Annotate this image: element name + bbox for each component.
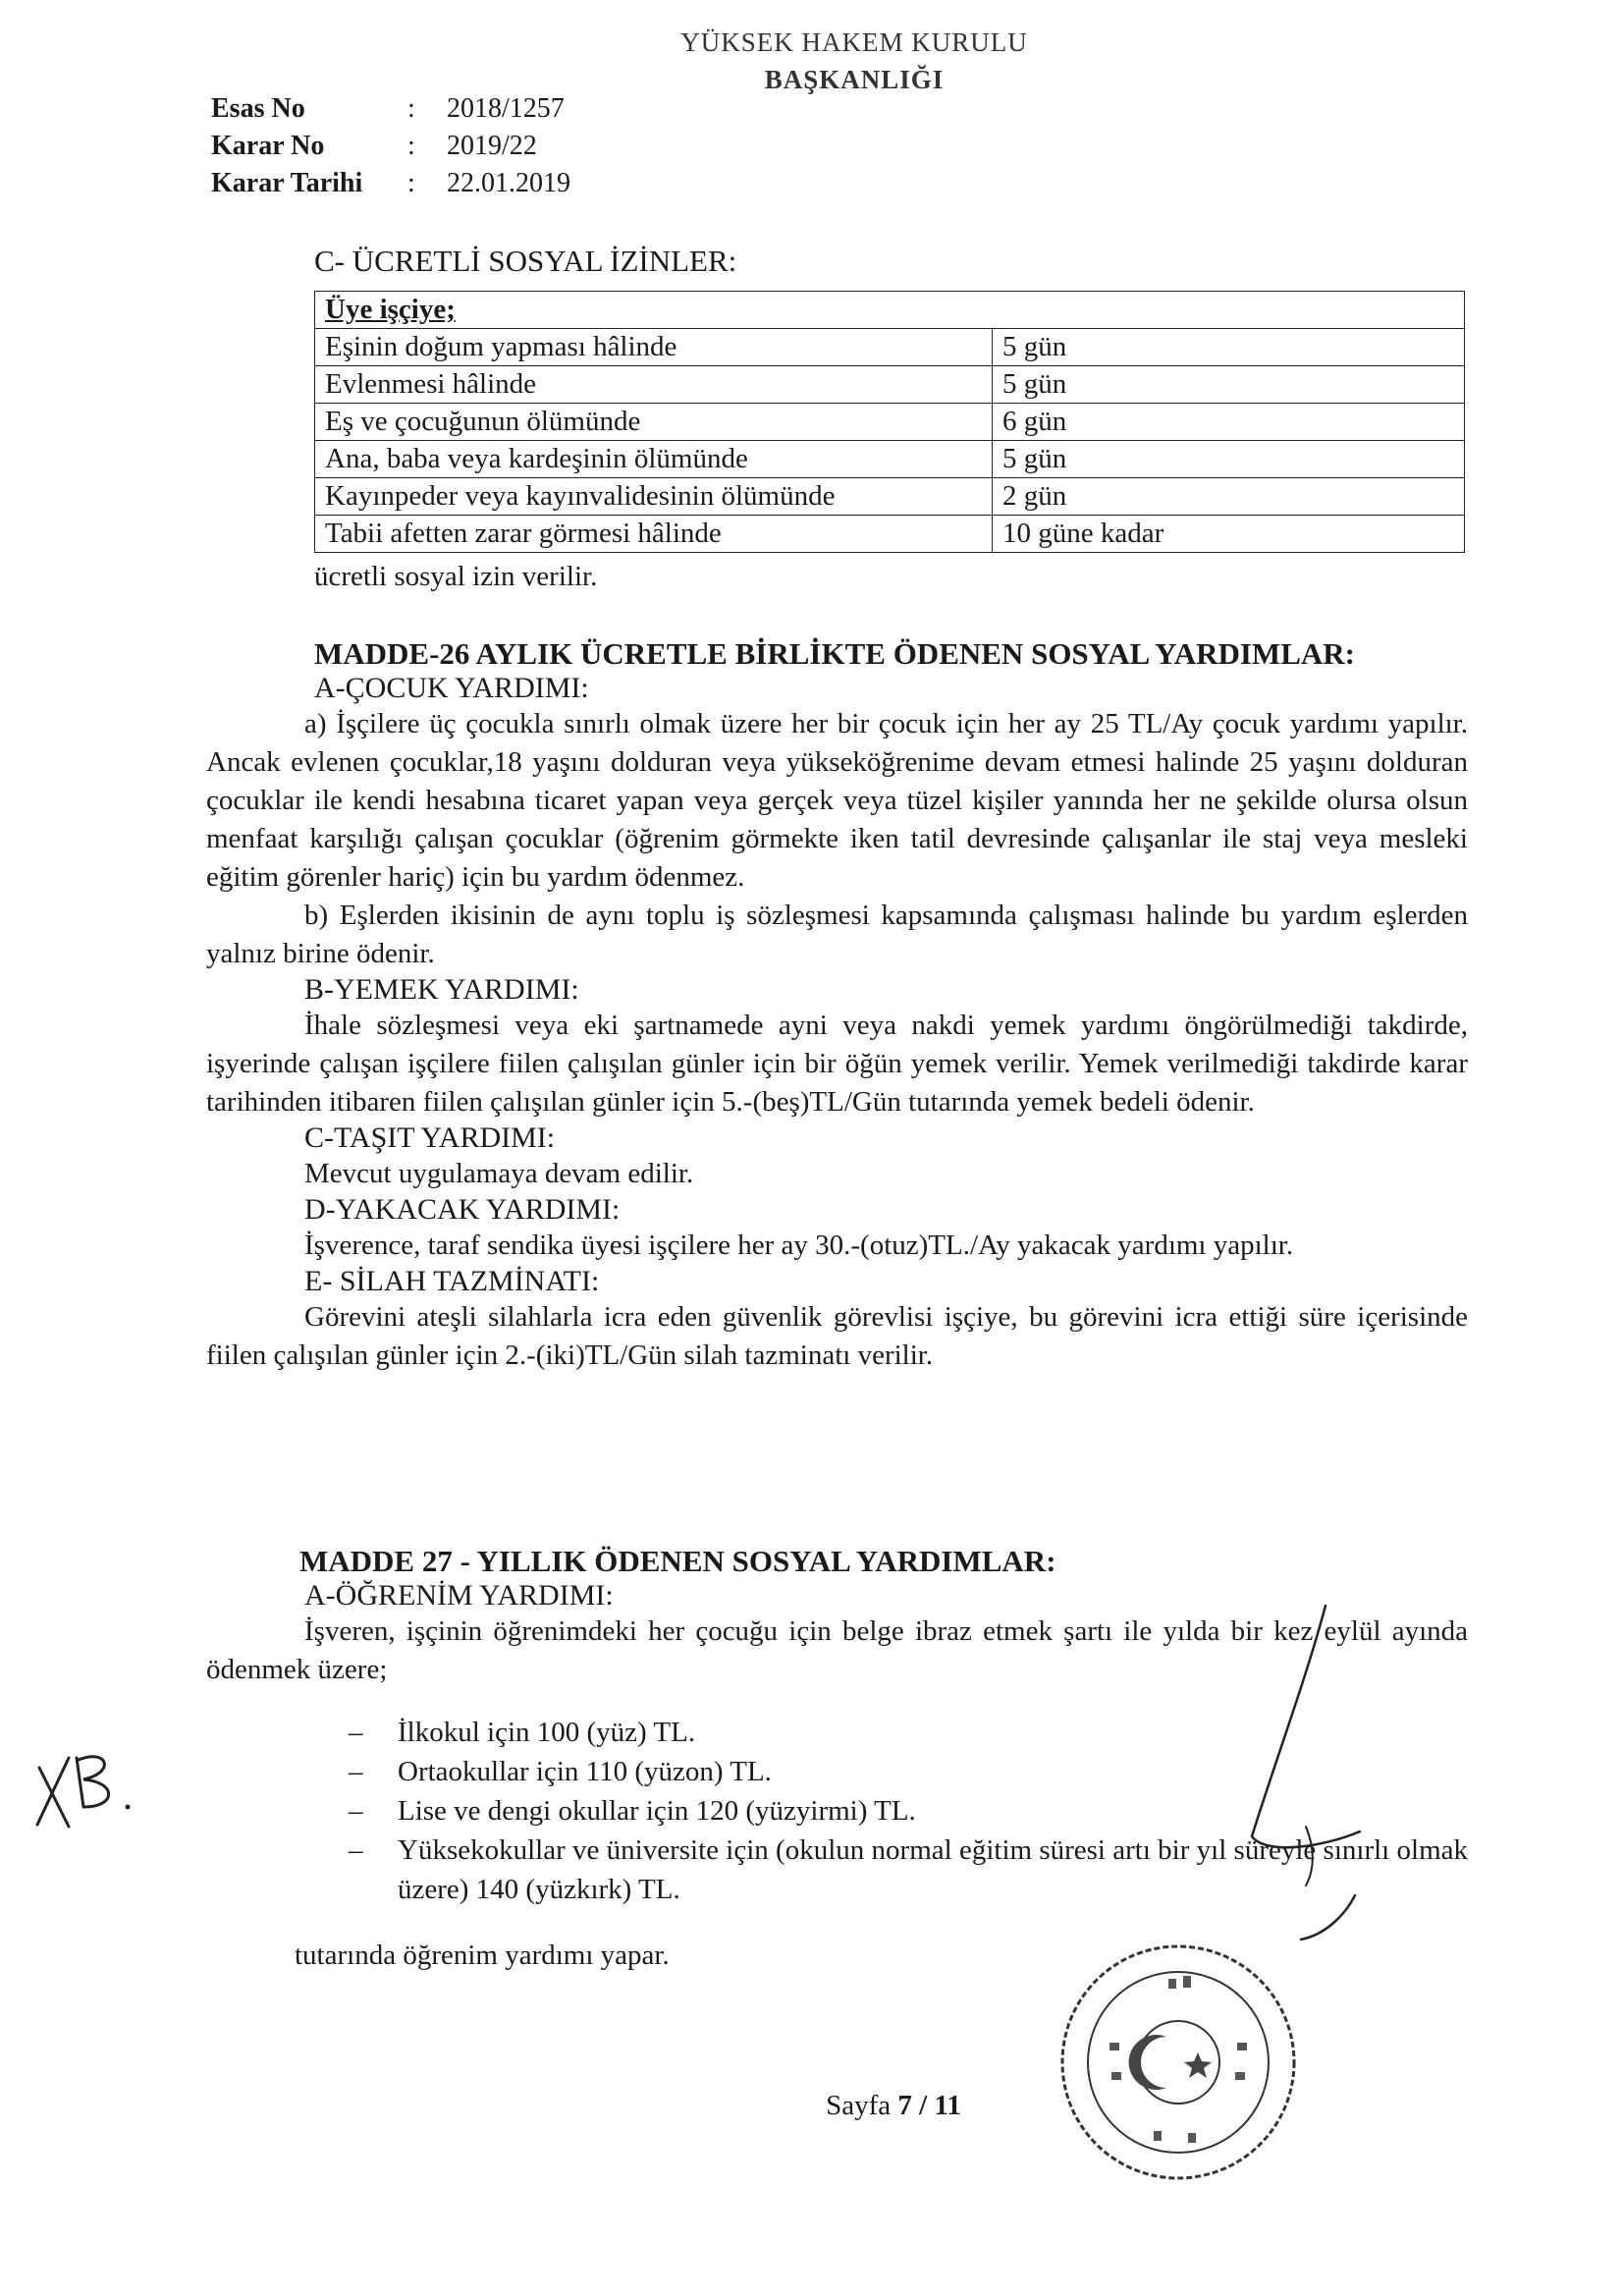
- child-aid-paragraph-a: a) İşçilere üç çocukla sınırlı olmak üzere her bir çocuk için her ay 25 TL/Ay çocuk yardımı yapılır. Ancak evlenen çocuklar,18 yaşını dolduran veya yükseköğrenime devam etmesi halinde 25 yaşını dolduran çocuklar ile kendi hesabına ticaret yapan veya gerçek veya tüzel kişiler yanında her ne şekilde olursa olsun menfaat karşılığı çalışan çocuklar (öğrenim görmekte iken tatil devresinde çalışanlar ile staj veya mesleki eğitim görenler hariç) için bu yardım ödenmez.: [206, 708, 1468, 893]
- page-number: 7 / 11: [897, 2090, 961, 2121]
- meta-label: Karar Tarihi: [211, 168, 363, 198]
- institution-subtitle: BAŞKANLIĞI: [764, 65, 945, 94]
- table-cell-label: Eşinin doğum yapması hâlinde: [315, 329, 993, 366]
- list-item: – Yüksekokullar ve üniversite için (okulun normal eğitim süresi artı bir yıl süreyle sınırlı olmak üzere) 140 (yüzkırk) TL.: [349, 1831, 1468, 1909]
- table-cell-value: 5 gün: [993, 366, 1465, 404]
- table-row: [315, 404, 1465, 441]
- table-cell-value: 2 gün: [993, 478, 1465, 516]
- education-aid-paragraph: İşveren, işçinin öğrenimdeki her çocuğu için belge ibraz etmek şartı ile yılda bir kez eylül ayında ödenmek üzere;: [206, 1615, 1468, 1685]
- signature: [1208, 1601, 1375, 1954]
- transport-aid-title: C-TAŞIT YARDIMI:: [304, 1121, 556, 1154]
- table-cell-value: 5 gün: [993, 329, 1465, 366]
- table-cell-label: Ana, baba veya kardeşinin ölümünde: [315, 441, 993, 478]
- meta-value: 22.01.2019: [447, 168, 570, 198]
- child-aid-title: A-ÇOCUK YARDIMI:: [314, 672, 589, 704]
- meta-row-karar: [211, 128, 570, 165]
- meta-label: Karar No: [211, 131, 325, 161]
- fuel-aid-title: D-YAKACAK YARDIMI:: [304, 1193, 621, 1226]
- table-header-cell: Üye işçiye;: [315, 292, 1465, 329]
- handwritten-initials-icon: [29, 1728, 147, 1836]
- leave-section-title: C- ÜCRETLİ SOSYAL İZİNLER:: [314, 244, 737, 278]
- meta-colon: :: [407, 93, 415, 124]
- education-aid-title: A-ÖĞRENİM YARDIMI:: [304, 1579, 614, 1612]
- meta-row-tarih: [211, 165, 570, 202]
- table-cell-label: Evlenmesi hâlinde: [315, 366, 993, 404]
- meta-row-esas: [211, 90, 570, 128]
- page-label: Sayfa: [826, 2090, 892, 2121]
- stamp-seal-icon: [1051, 1935, 1306, 2190]
- meta-value: 2018/1257: [447, 93, 565, 124]
- meta-colon: :: [407, 131, 415, 161]
- signature-icon: [1208, 1601, 1375, 1954]
- madde-27-title: MADDE 27 - YILLIK ÖDENEN SOSYAL YARDIMLAR:: [299, 1544, 1056, 1578]
- weapon-allowance-paragraph: Görevini ateşli silahlarla icra eden güvenlik görevlisi işçiye, bu görevini icra ettiği süre içerisinde fiilen çalışılan günler için 2.-(iki)TL/Gün silah tazminatı verilir.: [206, 1301, 1468, 1371]
- fuel-aid-paragraph: İşverence, taraf sendika üyesi işçilere her ay 30.-(otuz)TL./Ay yakacak yardımı yapılır.: [304, 1230, 1294, 1261]
- table-cell-value: 10 güne kadar: [993, 516, 1465, 553]
- table-row: [315, 516, 1465, 553]
- table-cell-value: 5 gün: [993, 441, 1465, 478]
- table-cell-label: Tabii afetten zarar görmesi hâlinde: [315, 516, 993, 553]
- case-meta: [211, 90, 570, 202]
- handwritten-margin-note: [29, 1728, 147, 1836]
- meta-value: 2019/22: [447, 131, 537, 161]
- list-item: – Ortaokullar için 110 (yüzon) TL.: [349, 1752, 1468, 1791]
- table-row: [315, 441, 1465, 478]
- official-stamp: [1051, 1935, 1306, 2190]
- institution-name: YÜKSEK HAKEM KURULU: [680, 27, 1028, 57]
- table-row: [315, 366, 1465, 404]
- list-item: – İlkokul için 100 (yüz) TL.: [349, 1713, 1468, 1752]
- meta-label: Esas No: [211, 93, 305, 124]
- table-cell-label: Eş ve çocuğunun ölümünde: [315, 404, 993, 441]
- child-aid-paragraph-b: b) Eşlerden ikisinin de aynı toplu iş sözleşmesi kapsamında çalışması halinde bu yardım eşlerden yalnız birine ödenir.: [206, 900, 1468, 969]
- table-cell-value: 6 gün: [993, 404, 1465, 441]
- leave-table: [314, 291, 1465, 553]
- education-aid-closing: tutarında öğrenim yardımı yapar.: [295, 1940, 670, 1971]
- meta-colon: :: [407, 168, 415, 198]
- table-row: [315, 478, 1465, 516]
- page-footer: [746, 2090, 1041, 2122]
- list-item: – Lise ve dengi okullar için 120 (yüzyirmi) TL.: [349, 1791, 1468, 1831]
- transport-aid-paragraph: Mevcut uygulamaya devam edilir.: [304, 1158, 694, 1189]
- table-header-row: [315, 292, 1465, 329]
- madde-26-section: [206, 636, 1468, 1375]
- table-row: [315, 329, 1465, 366]
- madde-26-title: MADDE-26 AYLIK ÜCRETLE BİRLİKTE ÖDENEN SOSYAL YARDIMLAR:: [314, 636, 1355, 671]
- leave-closing-text: ücretli sosyal izin verilir.: [314, 561, 598, 592]
- meal-aid-title: B-YEMEK YARDIMI:: [304, 973, 579, 1006]
- table-cell-label: Kayınpeder veya kayınvalidesinin ölümünde: [315, 478, 993, 516]
- weapon-allowance-title: E- SİLAH TAZMİNATI:: [304, 1265, 600, 1297]
- meal-aid-paragraph: İhale sözleşmesi veya eki şartnamede ayni veya nakdi yemek yardımı öngörülmediği takdirde, işyerinde çalışan işçilere fiilen çalışılan günler için bir öğün yemek verilir. Yemek verilmediği takdirde karar tarihinden itibaren fiilen çalışılan günler için 5.-(beş)TL/Gün tutarında yemek bedeli ödenir.: [206, 1010, 1468, 1118]
